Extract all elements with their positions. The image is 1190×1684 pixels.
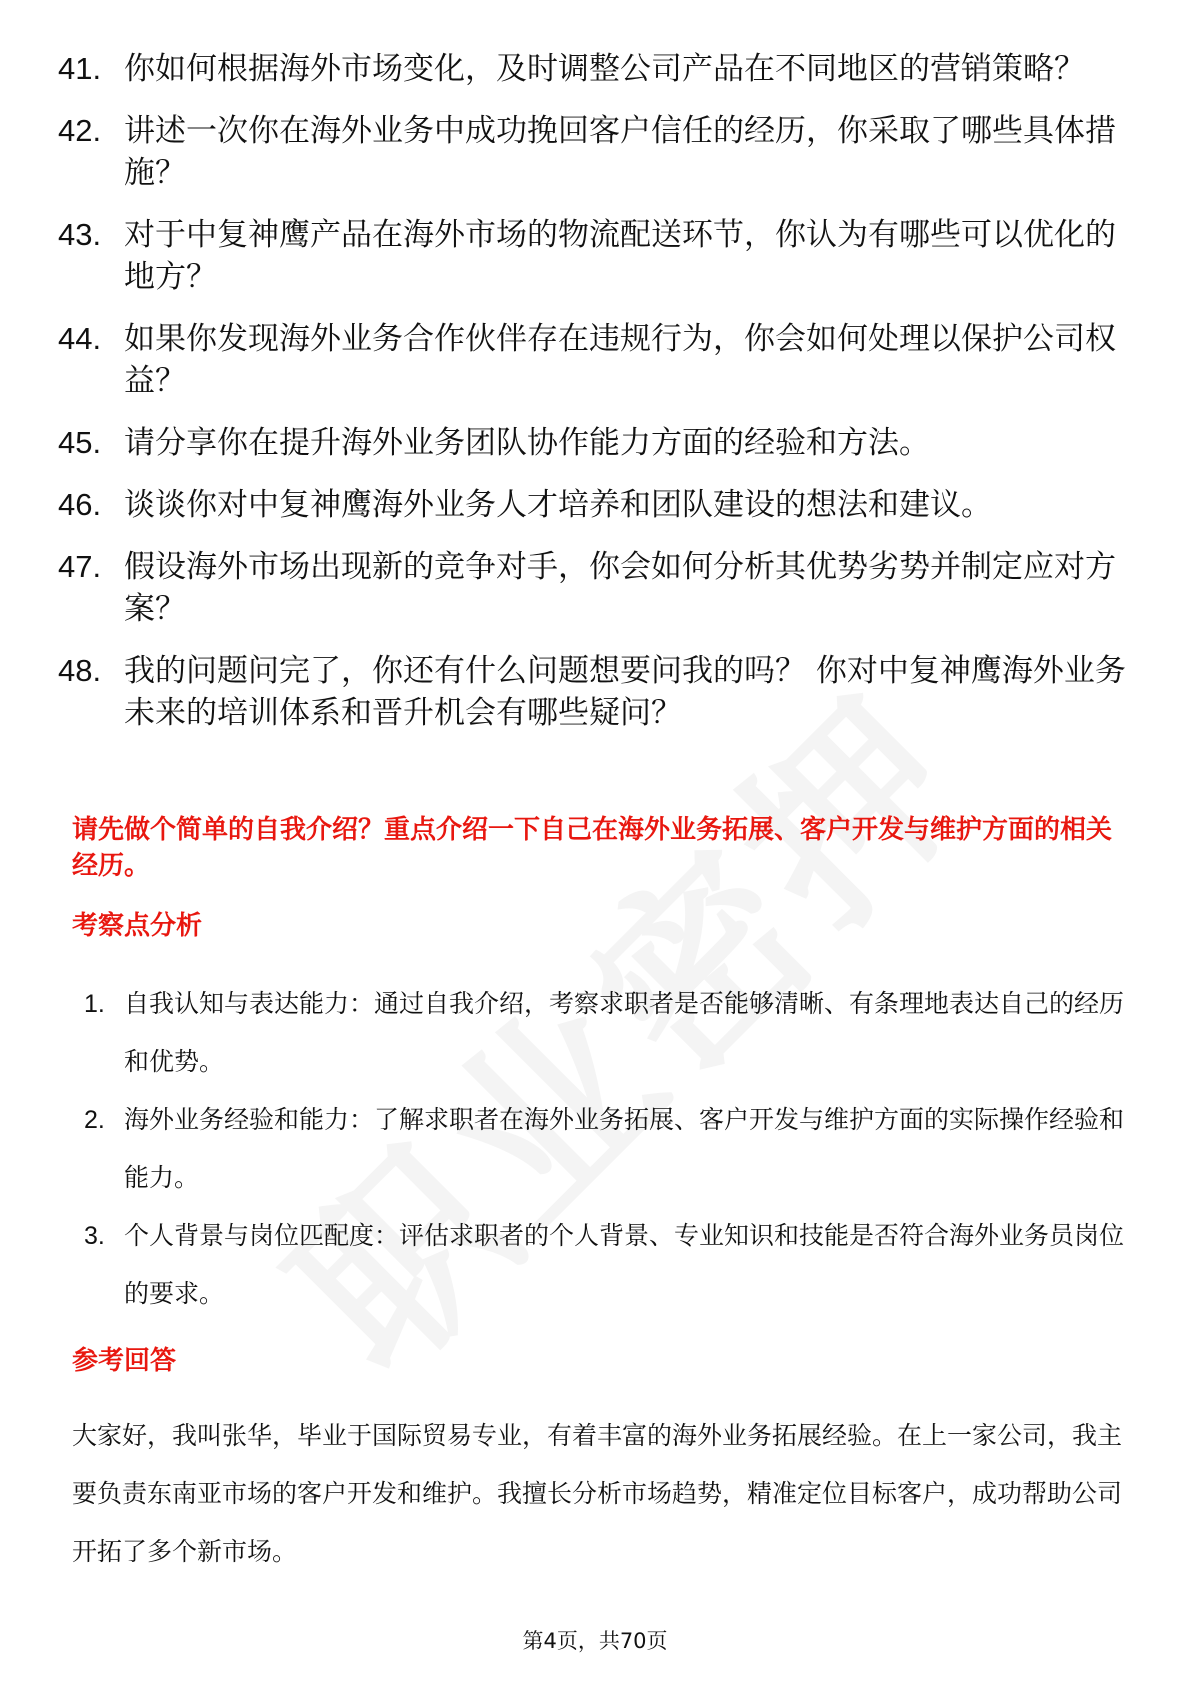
question-item [58,48,1128,90]
analysis-number: 3. [84,1222,105,1250]
question-text: 我的问题问完了，你还有什么问题想要问我的吗？ 你对中复神鹰海外业务未来的培训体系和晋升机会有哪些疑问？ [124,653,1126,731]
analysis-text: 海外业务经验和能力：了解求职者在海外业务拓展、客户开发与维护方面的实际操作经验和能力。 [124,1105,1125,1192]
question-number: 46. [58,487,102,522]
analysis-item [84,1091,1124,1207]
question-text: 如果你发现海外业务合作伙伴存在违规行为，你会如何处理以保护公司权益？ [124,321,1116,399]
question-item [58,484,1128,526]
question-text: 对于中复神鹰产品在海外市场的物流配送环节，你认为有哪些可以优化的地方？ [124,217,1116,295]
question-text: 假设海外市场出现新的竞争对手，你会如何分析其优势劣势并制定应对方案？ [124,549,1116,627]
analysis-number: 1. [84,990,105,1018]
analysis-heading: 考察点分析 [72,911,203,941]
analysis-item [84,1207,1124,1323]
question-number: 41. [58,51,102,86]
analysis-text: 个人背景与岗位匹配度：评估求职者的个人背景、专业知识和技能是否符合海外业务员岗位的要求。 [124,1221,1125,1308]
question-item [58,214,1128,298]
question-item [58,546,1128,630]
question-number: 45. [58,425,102,460]
question-number: 44. [58,321,102,356]
analysis-item [84,975,1124,1091]
question-number: 42. [58,113,102,148]
analysis-text: 自我认知与表达能力：通过自我介绍，考察求职者是否能够清晰、有条理地表达自己的经历和优势。 [124,989,1125,1076]
question-number: 48. [58,653,102,688]
question-number: 47. [58,549,102,584]
question-text: 请分享你在提升海外业务团队协作能力方面的经验和方法。 [124,425,930,461]
analysis-number: 2. [84,1106,105,1134]
featured-question: 请先做个简单的自我介绍？重点介绍一下自己在海外业务拓展、客户开发与维护方面的相关经历。 [72,815,1113,881]
question-item [58,318,1128,402]
question-text: 谈谈你对中复神鹰海外业务人才培养和团队建设的想法和建议。 [124,487,992,523]
analysis-list [84,975,1124,1323]
question-item [58,650,1128,734]
page-footer: 第4页，共70页 [522,1629,668,1653]
question-number: 43. [58,217,102,252]
question-text: 讲述一次你在海外业务中成功挽回客户信任的经历，你采取了哪些具体措施？ [124,113,1116,191]
answer-body: 大家好，我叫张华，毕业于国际贸易专业，有着丰富的海外业务拓展经验。在上一家公司，我主要负责东南亚市场的客户开发和维护。我擅长分析市场趋势，精准定位目标客户，成功帮助公司开拓了多个新市场。 [72,1421,1123,1566]
answer-heading: 参考回答 [72,1346,177,1376]
question-list [58,48,1128,754]
question-item [58,110,1128,194]
question-text: 你如何根据海外市场变化，及时调整公司产品在不同地区的营销策略？ [124,51,1085,87]
question-item [58,422,1128,464]
